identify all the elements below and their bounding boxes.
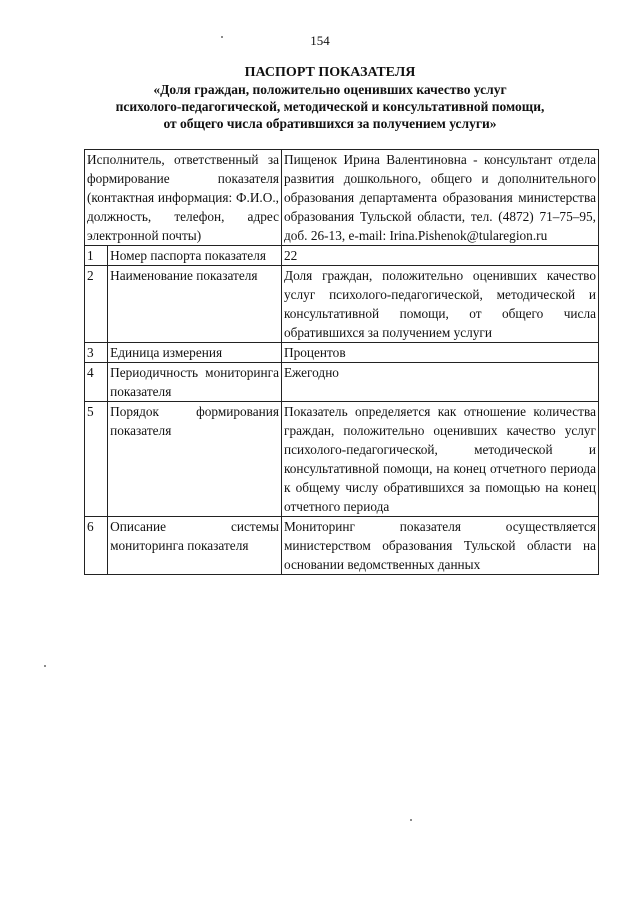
table-row xyxy=(85,517,599,575)
table-row xyxy=(85,266,599,343)
title-line-2: «Доля граждан, положительно оценивших качество услуг xyxy=(153,82,507,97)
title-line-1: ПАСПОРТ ПОКАЗАТЕЛЯ xyxy=(244,65,416,80)
row-value: Мониторинг показателя осуществляется министерством образования Тульской области на основании ведомственных данных xyxy=(282,517,599,575)
row-number: 4 xyxy=(85,363,108,402)
row-value: Процентов xyxy=(282,343,599,363)
row-label: Описание системы мониторинга показателя xyxy=(108,517,282,575)
row-number: 5 xyxy=(85,402,108,517)
table-row xyxy=(85,246,599,266)
table-row-executor xyxy=(85,150,599,246)
scan-speck xyxy=(410,819,412,821)
table-row xyxy=(85,402,599,517)
table-row xyxy=(85,363,599,402)
row-number: 1 xyxy=(85,246,108,266)
row-label: Наименование показателя xyxy=(108,266,282,343)
executor-value: Пищенок Ирина Валентиновна - консультант отдела развития дошкольного, общего и дополнительного образования департамента образования министерства образования Тульской области, тел. (4872) 71–75–95, доб. 26-13, e-mail: Irina.Pishenok@tularegion.ru xyxy=(282,150,599,246)
scan-speck xyxy=(221,36,223,38)
executor-label: Исполнитель, ответственный за формирование показателя (контактная информация: Ф.И.О., должность, телефон, адрес электронной почты) xyxy=(85,150,282,246)
row-label: Единица измерения xyxy=(108,343,282,363)
row-number: 6 xyxy=(85,517,108,575)
scan-speck xyxy=(44,665,46,667)
row-value: 22 xyxy=(282,246,599,266)
row-label: Номер паспорта показателя xyxy=(108,246,282,266)
row-label: Периодичность мониторинга показателя xyxy=(108,363,282,402)
page-number: 154 xyxy=(310,33,330,48)
row-label: Порядок формирования показателя xyxy=(108,402,282,517)
row-number: 2 xyxy=(85,266,108,343)
title-line-3: психолого-педагогической, методической и консультативной помощи, xyxy=(115,99,545,114)
row-value: Ежегодно xyxy=(282,363,599,402)
table-row xyxy=(85,343,599,363)
row-value: Доля граждан, положительно оценивших качество услуг психолого-педагогической, методической и консультативной помощи, от общего числа обратившихся за получением услуги xyxy=(282,266,599,343)
row-number: 3 xyxy=(85,343,108,363)
row-value: Показатель определяется как отношение количества граждан, положительно оценивших качество услуг психолого-педагогической, методической и консультативной помощи, на конец отчетного периода к общему числу обратившихся за помощью на конец отчетного периода xyxy=(282,402,599,517)
title-line-4: от общего числа обратившихся за получением услуги» xyxy=(163,116,497,131)
passport-table xyxy=(84,149,599,575)
document-title xyxy=(60,64,600,132)
